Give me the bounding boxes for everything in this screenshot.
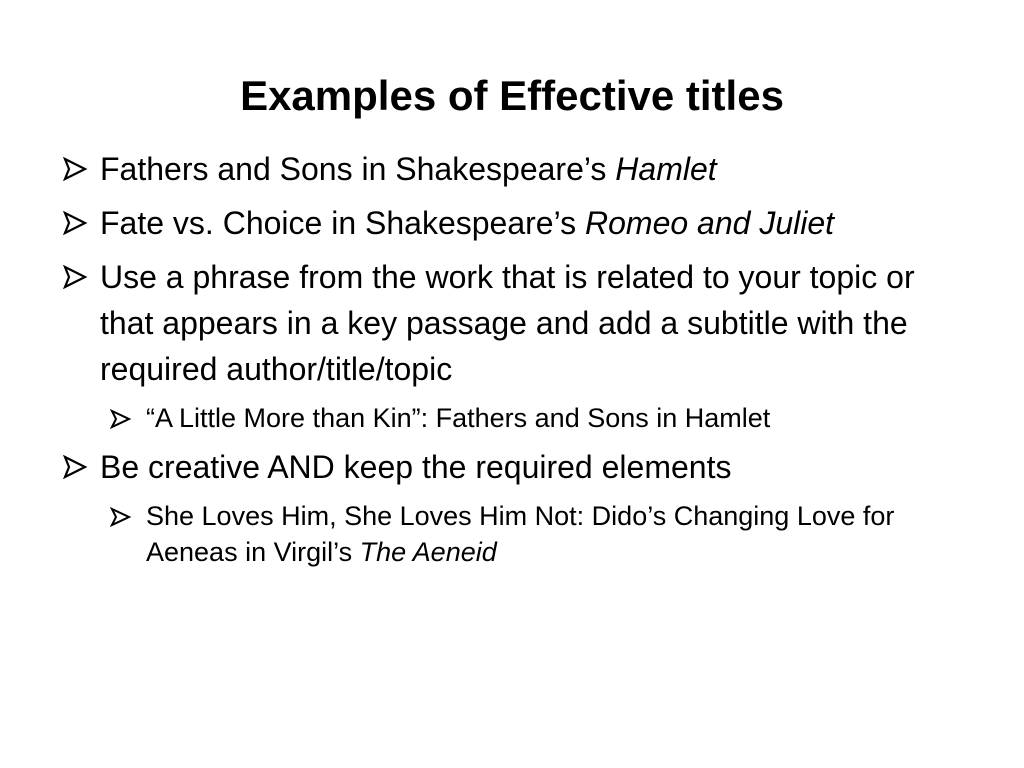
bullet-text: Be creative AND keep the required elements: [100, 449, 732, 485]
bullet-text: [100, 146, 962, 192]
bullet-italic-text: Romeo and Juliet: [585, 205, 835, 241]
arrowhead-bullet-icon: [62, 444, 100, 479]
bullet-item-use-phrase: [62, 254, 962, 392]
bullet-item-be-creative: [62, 444, 962, 490]
arrowhead-bullet-icon: [110, 400, 146, 429]
sub-bullet-text: “A Little More than Kin”: Fathers and Sons in Hamlet: [146, 403, 771, 433]
bullet-plain-text: Fathers and Sons in Shakespeare’s: [100, 151, 616, 187]
slide-title: Examples of Effective titles: [240, 72, 784, 119]
sub-bullet-item-she-loves-him: [62, 498, 962, 570]
arrowhead-bullet-icon: [62, 254, 100, 289]
bullet-list: [62, 146, 962, 578]
bullet-italic-text: Hamlet: [615, 151, 717, 187]
arrowhead-bullet-icon: [110, 498, 146, 527]
sub-bullet-text: [146, 498, 962, 570]
bullet-item-fathers-sons: [62, 146, 962, 192]
bullet-item-fate-choice: [62, 200, 962, 246]
sub-bullet-item-little-more-than-kin: [62, 400, 962, 436]
bullet-text: Use a phrase from the work that is related to your topic or that appears in a key passage and add a subtitle with the required author/title/topic: [100, 259, 915, 387]
sub-bullet-italic-text: The Aeneid: [359, 537, 497, 567]
sub-bullet-plain-text: She Loves Him, She Loves Him Not: Dido’s Changing Love for Aeneas in Virgil’s: [146, 501, 895, 567]
arrowhead-bullet-icon: [62, 146, 100, 181]
bullet-plain-text: Fate vs. Choice in Shakespeare’s: [100, 205, 585, 241]
arrowhead-bullet-icon: [62, 200, 100, 235]
bullet-text: [100, 200, 962, 246]
